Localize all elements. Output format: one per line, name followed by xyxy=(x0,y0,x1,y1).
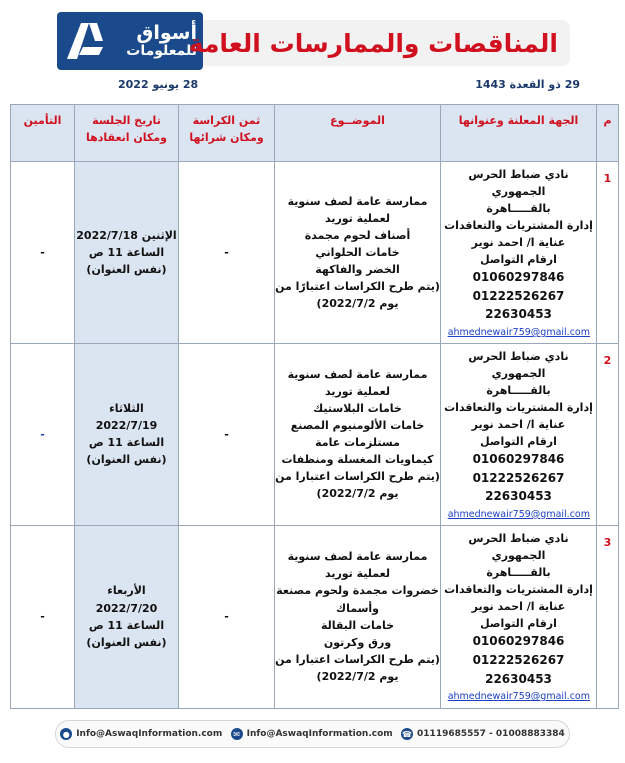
session-line: الساعة 11 ص xyxy=(88,245,165,259)
phone-number: 01222526267 xyxy=(472,653,565,668)
session-line: (نفس العنوان) xyxy=(86,453,167,467)
phone-number: 01060297846 xyxy=(472,634,565,649)
entity-line: عناية ا/ احمد نوير xyxy=(471,236,566,250)
session-line: الأربعاء xyxy=(107,584,146,598)
aswaq-logo xyxy=(57,12,203,70)
page-footer xyxy=(55,720,570,748)
subject-line: الخضر والفاكهة xyxy=(315,262,400,276)
row-number: 1 xyxy=(597,162,619,344)
logo-a-icon xyxy=(63,19,105,63)
footer-phones[interactable] xyxy=(401,728,565,740)
entity-line: إدارة المشتريات والتعاقدات xyxy=(444,583,593,597)
subject-line: لعملية توريد xyxy=(324,385,391,399)
email-link[interactable]: ahmednewair759@gmail.com xyxy=(447,508,590,520)
phone-number: 01060297846 xyxy=(472,270,565,285)
footer-email-1-text: Info@AswaqInformation.com xyxy=(76,729,223,739)
table-row xyxy=(11,525,619,708)
insurance-cell: - xyxy=(11,343,75,525)
subject-line: لعملية توريد xyxy=(324,567,391,581)
session-line: (نفس العنوان) xyxy=(86,262,167,276)
footer-email-1[interactable] xyxy=(60,728,222,740)
table-header-row xyxy=(11,105,619,162)
footer-email-2-text: Info@AswaqInformation.com xyxy=(246,729,393,739)
insurance-cell: - xyxy=(11,162,75,344)
price-cell: - xyxy=(179,162,275,344)
entity-line: ارقام التواصل xyxy=(480,435,557,449)
entity-line: نادي ضباط الحرس الجمهوري xyxy=(468,349,569,380)
logo-text xyxy=(105,21,197,59)
entity-cell xyxy=(441,525,597,708)
header-num: م xyxy=(597,105,619,162)
header-subject: الموضــوع xyxy=(275,105,441,162)
entity-line: نادي ضباط الحرس الجمهوري xyxy=(468,168,569,199)
mail-icon: ✉ xyxy=(231,728,243,740)
entity-line: بالقـــــاهرة xyxy=(486,566,551,580)
header-price: ثمن الكراسة ومكان شرائها xyxy=(179,105,275,162)
row-number: 3 xyxy=(597,525,619,708)
entity-cell xyxy=(441,162,597,344)
subject-line: خامات الحلواني xyxy=(315,245,400,259)
subject-line: يوم 2022/7/2) xyxy=(316,487,399,501)
entity-line: ارقام التواصل xyxy=(480,253,557,267)
header-insurance: التأمين xyxy=(11,105,75,162)
entity-cell xyxy=(441,343,597,525)
subject-line: مستلزمات عامة xyxy=(315,436,400,450)
page-title: المناقصات والممارسات العامة xyxy=(188,28,558,58)
subject-cell xyxy=(275,525,441,708)
session-line: الثلاثاء xyxy=(109,402,144,416)
phone-icon: ☎ xyxy=(402,729,413,739)
session-cell xyxy=(75,525,179,708)
subject-line: يوم 2022/7/2) xyxy=(316,297,399,310)
hijri-date: 29 ذو القعدة 1443 xyxy=(475,78,580,91)
subject-line: ورق وكرتون xyxy=(323,635,392,649)
email-link[interactable]: ahmednewair759@gmail.com xyxy=(447,691,590,703)
subject-cell xyxy=(275,343,441,525)
phone-number: 22630453 xyxy=(485,307,552,322)
subject-line: (يتم طرح الكراسات اعتبارا من xyxy=(275,470,440,484)
insurance-cell: - xyxy=(11,525,75,708)
session-line: (نفس العنوان) xyxy=(86,635,167,649)
subject-line: (يتم طرح الكراسات اعتبارا من xyxy=(275,652,440,666)
title-banner xyxy=(188,20,570,66)
session-line: الساعة 11 ص xyxy=(88,618,165,632)
globe-icon: ● xyxy=(60,728,72,740)
phone-number: 22630453 xyxy=(485,671,552,686)
subject-line: خامات الألومنيوم المصنع xyxy=(290,419,425,433)
subject-line: كيماويات المغسلة ومنظفات xyxy=(281,453,434,467)
session-line: الإثنين 2022/7/18 xyxy=(76,228,177,242)
phone-number: 01222526267 xyxy=(472,470,565,485)
subject-line: خامات البلاستيك xyxy=(313,402,402,416)
subject-line: ممارسة عامة لصف سنوية xyxy=(287,550,428,564)
header-session: تاريخ الجلسة ومكان انعقادها xyxy=(75,105,179,162)
footer-phones-text: 01119685557 - 01008883384 xyxy=(417,729,565,739)
phone-number: 01060297846 xyxy=(472,452,565,467)
logo-line2: للمعلومات xyxy=(126,42,197,59)
subject-line: خامات البقالة xyxy=(320,618,395,632)
entity-line: بالقـــــاهرة xyxy=(486,383,551,397)
session-line: 2022/7/19 xyxy=(95,419,158,433)
logo-line1: أسواق xyxy=(136,21,197,44)
session-line: الساعة 11 ص xyxy=(88,436,165,450)
subject-line: خضروات مجمدة ولحوم مصنعة xyxy=(276,584,439,598)
entity-line: نادي ضباط الحرس الجمهوري xyxy=(468,532,569,563)
gregorian-date: 28 يونيو 2022 xyxy=(118,78,199,91)
phone-number: 01222526267 xyxy=(472,288,565,303)
table-row xyxy=(11,343,619,525)
session-cell xyxy=(75,343,179,525)
email-link[interactable]: ahmednewair759@gmail.com xyxy=(447,327,590,339)
subject-line: (يتم طرح الكراسات اعتبارًا من xyxy=(275,279,440,293)
subject-line: أصناف لحوم مجمدة xyxy=(304,228,411,242)
table-row xyxy=(11,162,619,344)
entity-line: ارقام التواصل xyxy=(480,617,557,631)
entity-line: عناية ا/ احمد نوير xyxy=(471,600,566,614)
price-cell: - xyxy=(179,525,275,708)
subject-line: لعملية توريد xyxy=(324,211,391,225)
subject-line: وأسماك xyxy=(335,601,379,615)
phone-number: 22630453 xyxy=(485,489,552,504)
session-line: 2022/7/20 xyxy=(95,601,158,615)
subject-line: ممارسة عامة لصف سنوية xyxy=(287,194,428,208)
footer-email-2[interactable] xyxy=(231,728,393,740)
header-entity: الجهة المعلنة وعنوانها xyxy=(441,105,597,162)
subject-cell xyxy=(275,162,441,344)
session-cell xyxy=(75,162,179,344)
entity-line: عناية ا/ احمد نوير xyxy=(471,417,566,431)
subject-line: يوم 2022/7/2) xyxy=(316,669,399,683)
entity-line: إدارة المشتريات والتعاقدات xyxy=(444,400,593,414)
row-number: 2 xyxy=(597,343,619,525)
entity-line: بالقـــــاهرة xyxy=(486,202,551,216)
tenders-table xyxy=(10,104,619,709)
subject-line: ممارسة عامة لصف سنوية xyxy=(287,367,428,381)
price-cell: - xyxy=(179,343,275,525)
entity-line: إدارة المشتريات والتعاقدات xyxy=(444,219,593,233)
page-header xyxy=(0,0,625,100)
